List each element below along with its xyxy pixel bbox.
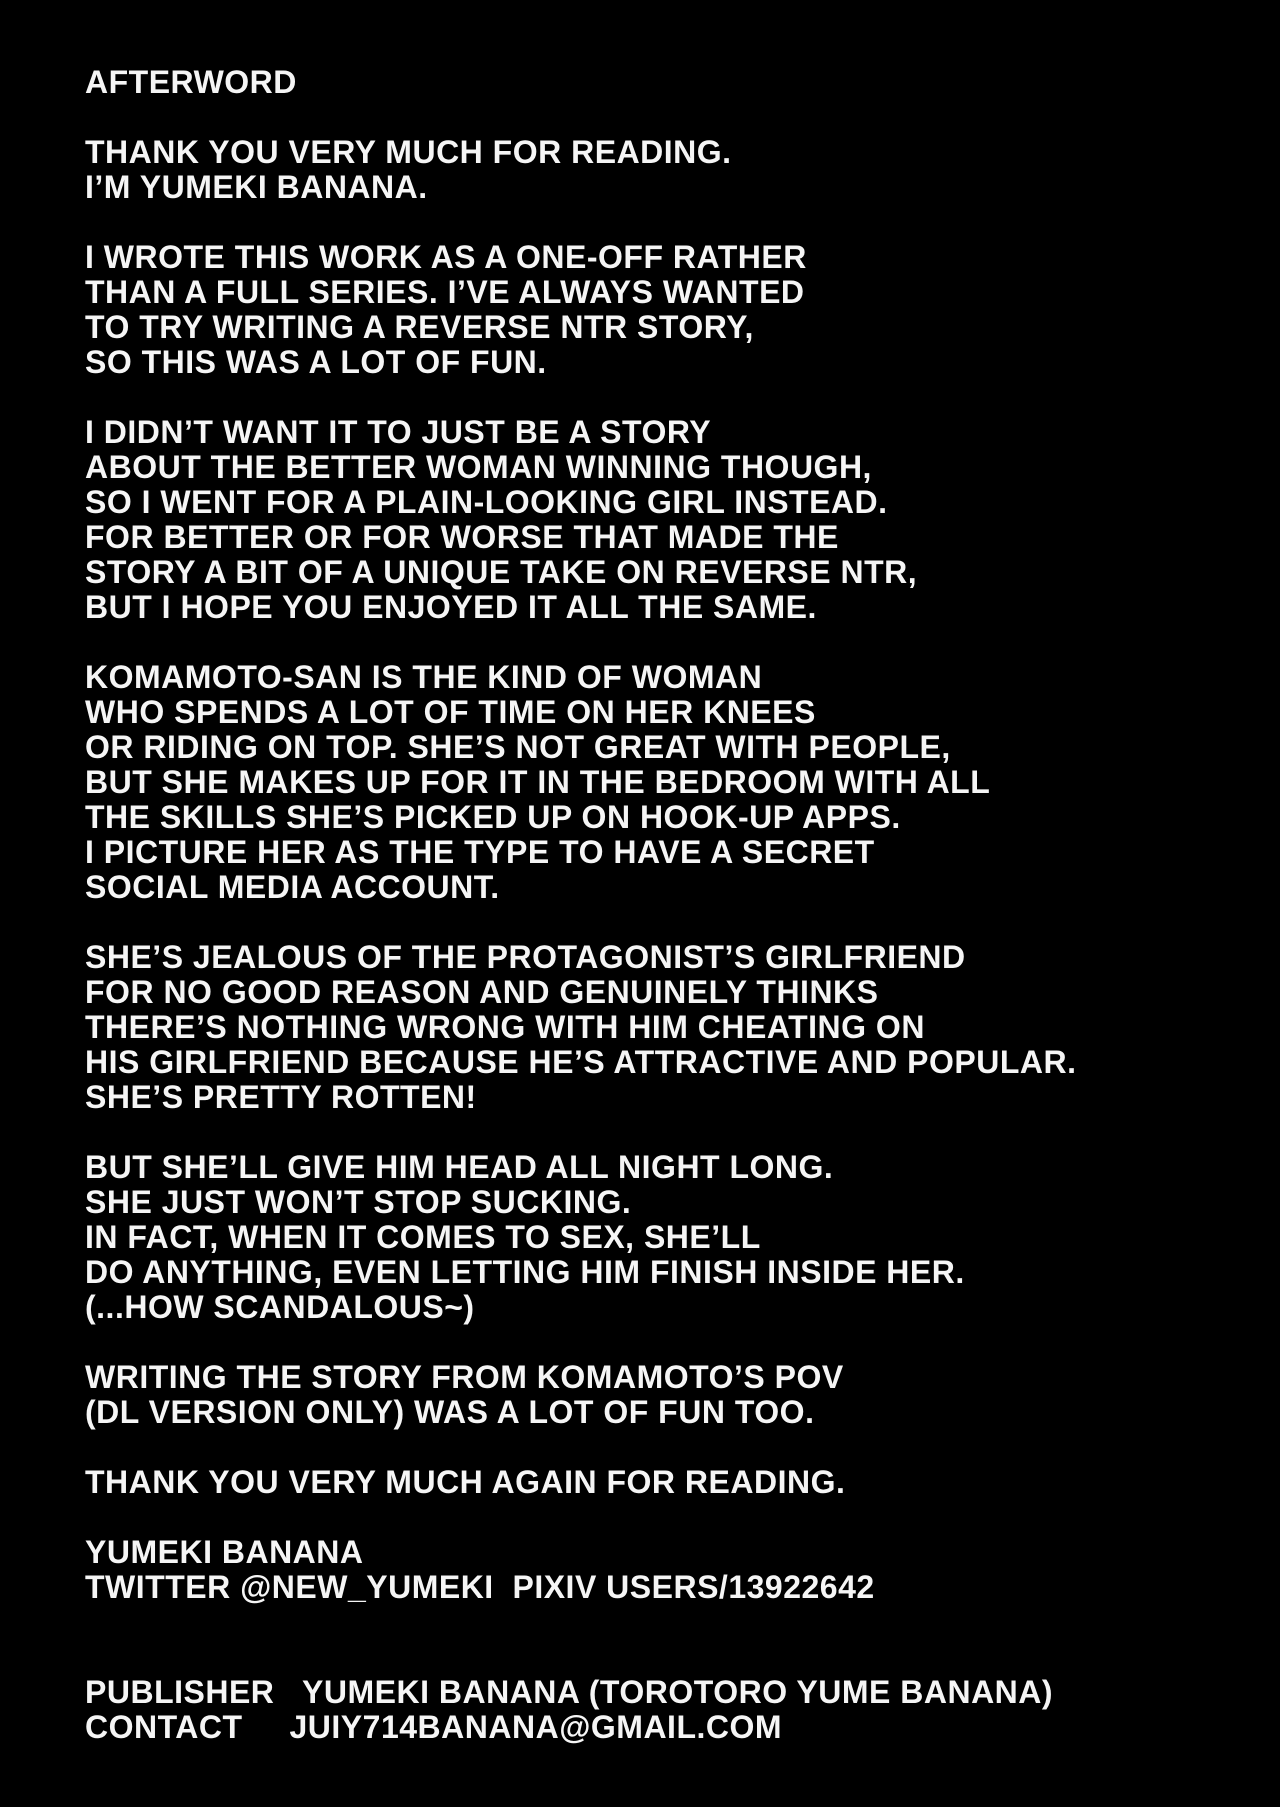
text-line: (DL VERSION ONLY) WAS A LOT OF FUN TOO. — [85, 1394, 815, 1430]
text-line: THERE’S NOTHING WRONG WITH HIM CHEATING ON — [85, 1009, 925, 1045]
author-social-links: TWITTER @NEW_YUMEKI PIXIV USERS/13922642 — [85, 1569, 875, 1605]
text-line: I WROTE THIS WORK AS A ONE-OFF RATHER — [85, 239, 807, 275]
text-line: IN FACT, WHEN IT COMES TO SEX, SHE’LL — [85, 1219, 761, 1255]
text-line: FOR NO GOOD REASON AND GENUINELY THINKS — [85, 974, 879, 1010]
text-line: STORY A BIT OF A UNIQUE TAKE ON REVERSE NTR, — [85, 554, 918, 590]
text-line: THE SKILLS SHE’S PICKED UP ON HOOK-UP APPS. — [85, 799, 901, 835]
paragraph-story-approach — [85, 415, 1240, 625]
text-line: SHE JUST WON’T STOP SUCKING. — [85, 1184, 632, 1220]
text-line: THANK YOU VERY MUCH FOR READING. — [85, 134, 732, 170]
text-line: BUT I HOPE YOU ENJOYED IT ALL THE SAME. — [85, 589, 817, 625]
author-name: YUMEKI BANANA — [85, 1534, 364, 1570]
text-line: BUT SHE MAKES UP FOR IT IN THE BEDROOM WITH ALL — [85, 764, 991, 800]
text-line: HIS GIRLFRIEND BECAUSE HE’S ATTRACTIVE AND POPULAR. — [85, 1044, 1077, 1080]
page-title: AFTERWORD — [85, 64, 297, 100]
text-line: THAN A FULL SERIES. I’VE ALWAYS WANTED — [85, 274, 805, 310]
text-line: BUT SHE’LL GIVE HIM HEAD ALL NIGHT LONG. — [85, 1149, 834, 1185]
paragraph-one-off — [85, 240, 1240, 380]
text-line: (...HOW SCANDALOUS~) — [85, 1289, 475, 1325]
paragraph-thanks-again — [85, 1465, 1240, 1500]
text-line: WRITING THE STORY FROM KOMAMOTO’S POV — [85, 1359, 844, 1395]
text-line: SHE’S PRETTY ROTTEN! — [85, 1079, 477, 1115]
text-line: SHE’S JEALOUS OF THE PROTAGONIST’S GIRLFRIEND — [85, 939, 966, 975]
paragraph-greeting — [85, 135, 1240, 205]
text-line: SO I WENT FOR A PLAIN-LOOKING GIRL INSTEAD. — [85, 484, 888, 520]
text-line: KOMAMOTO-SAN IS THE KIND OF WOMAN — [85, 659, 763, 695]
paragraph-pov-bonus — [85, 1360, 1240, 1430]
publisher-line: PUBLISHER YUMEKI BANANA (TOROTORO YUME BANANA) — [85, 1674, 1054, 1710]
text-line: SO THIS WAS A LOT OF FUN. — [85, 344, 547, 380]
contact-email-line: CONTACT JUIY714BANANA@GMAIL.COM — [85, 1709, 783, 1745]
text-line: THANK YOU VERY MUCH AGAIN FOR READING. — [85, 1464, 846, 1500]
text-line: I’M YUMEKI BANANA. — [85, 169, 428, 205]
paragraph-character-personality — [85, 940, 1240, 1115]
text-line: OR RIDING ON TOP. SHE’S NOT GREAT WITH PEOPLE, — [85, 729, 951, 765]
text-line: DO ANYTHING, EVEN LETTING HIM FINISH INSIDE HER. — [85, 1254, 965, 1290]
text-line: TO TRY WRITING A REVERSE NTR STORY, — [85, 309, 754, 345]
text-line: I PICTURE HER AS THE TYPE TO HAVE A SECRET — [85, 834, 875, 870]
paragraph-publisher-contact — [85, 1675, 1240, 1745]
text-line: WHO SPENDS A LOT OF TIME ON HER KNEES — [85, 694, 816, 730]
paragraph-author-credits — [85, 1535, 1240, 1605]
text-line: FOR BETTER OR FOR WORSE THAT MADE THE — [85, 519, 839, 555]
paragraph-character-description — [85, 660, 1240, 905]
text-line: SOCIAL MEDIA ACCOUNT. — [85, 869, 500, 905]
text-line: ABOUT THE BETTER WOMAN WINNING THOUGH, — [85, 449, 872, 485]
text-line: I DIDN’T WANT IT TO JUST BE A STORY — [85, 414, 712, 450]
paragraph-character-habits — [85, 1150, 1240, 1325]
